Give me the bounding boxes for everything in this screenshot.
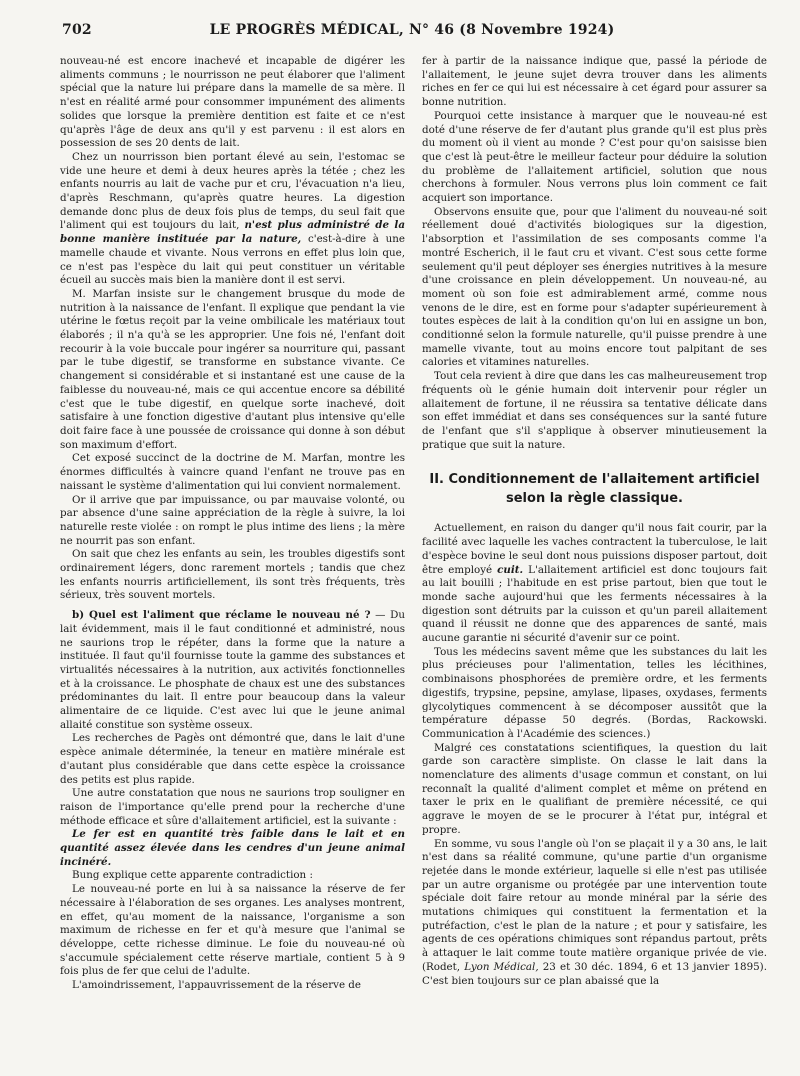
paragraph	[60, 609, 405, 732]
emphasis-text: n'est plus administré de la bonne manière instituée par la nature,	[60, 219, 405, 246]
paragraph	[422, 838, 767, 989]
paragraph	[60, 151, 405, 288]
paragraph: Or il arrive que par impuissance, ou par mauvaise volonté, ou par absence d'une saine appréciation de la règle à suivre, la loi naturelle reste violée : on rompt le plus intime des liens ; la mère ne nourrit pas son enfant.	[60, 493, 405, 547]
subheading: b) Quel est l'aliment que réclame le nouveau né ?	[72, 609, 371, 622]
text-run: — Du lait évidemment, mais il le faut conditionné et administré, nous ne saurions trop le répéter, dans la forme que la nature a instituée. Il faut qu'il fournisse toute la gamme des substances et virtualités nécessaires à la nutrition, aux activités fonctionnelles et à la croissance. Le phosphate de chaux est une des substances prédominantes du lait. Il entre pour beaucoup dans la valeur alimentaire de ce liquide. C'est avec lui que le jeune animal allaité constitue son système osseux.	[60, 609, 405, 731]
section-title-line: II. Conditionnement de l'allaitement artificiel	[429, 472, 760, 488]
paragraph: Malgré ces constatations scientifiques, la question du lait garde son caractère simpliste. On classe le lait dans la nomenclature des aliments d'usage commun et constant, on lui reconnaît la qualité d'aliment complet et même on prétend en taxer le prix en le qualifiant de première nécessité, ce qui aggrave le moyen de se le procurer à l'état pur, intégral et propre.	[422, 741, 767, 836]
citation-text: Lyon Médical,	[464, 960, 539, 973]
emphasis-text: cuit.	[497, 563, 524, 576]
text-run: En somme, vu sous l'angle où l'on se plaçait il y a 30 ans, le lait n'est dans sa réalité commune, qu'une partie d'un organisme rejetée dans le monde extérieur, laquelle si elle n'est pas utilisée par un autre organisme ou protégée par une intervention toute spéciale doit faire retour au monde minéral par la série des mutations chimiques qui constituent la fermentation et la putréfaction, c'est le plan de la nature ; et pour y satisfaire, les agents de ces opérations chimiques sont répandus partout, prêts à attaquer le lait comme toute matière organique privée de vie. (Rodet,	[422, 837, 767, 973]
paragraph: M. Marfan insiste sur le changement brusque du mode de nutrition à la naissance de l'enfant. Il explique que pendant la vie utérine le fœtus reçoit par la veine ombilicale les matériaux tout élaborés ; il n'a qu'à se les approprier. Une fois né, l'enfant doit recourir à la voie buccale pour ingérer sa nourriture qui, passant par le tube digestif, se transforme en substance vivante. Ce changement si considérable et si instantané est une cause de la faiblesse du nouveau-né, mais ce qui accentue encore sa débilité c'est que le tube digestif, en quelque sorte inachevé, doit satisfaire à une fonction digestive d'autant plus intensive qu'elle doit faire face à une poussée de croissance qui donne à son début son maximum d'effort.	[60, 287, 405, 451]
section-title	[422, 470, 767, 508]
paragraph: Une autre constatation que nous ne saurions trop souligner en raison de l'importance qu'elle prend pour la recherche d'une méthode efficace et sûre d'allaitement artificiel, est la suivante :	[60, 787, 405, 827]
text-run: Actuellement, en raison du danger qu'il nous fait courir, par la facilité avec laquelle les vaches contractent la tuberculose, le lait d'espèce bovine le seul dont nous puissions disposer partout, doit être employé	[422, 522, 767, 576]
section-title-line: selon la règle classique.	[506, 491, 683, 507]
paragraph: L'amoindrissement, l'appauvrissement de la réserve de	[72, 979, 361, 992]
text-run: Chez un nourrisson bien portant élevé au sein, l'estomac se vide une heure et demi à deux heures après la tétée ; chez les enfants nourris au lait de vache pur et cru, l'évacuation n'a lieu, d'après Reschmann, qu'après quatre heures. La digestion demande donc plus de deux fois plus de temps, du seul fait que l'aliment qui est toujours du lait,	[60, 150, 405, 232]
left-column	[60, 55, 405, 993]
paragraph: fer à partir de la naissance indique que, passé la période de l'allaitement, le jeune sujet devra trouver dans les aliments riches en fer ce qui lui est nécessaire à cet égard pour assurer sa bonne nutrition.	[422, 55, 767, 109]
paragraph: Observons ensuite que, pour que l'aliment du nouveau-né soit réellement doué d'activités biologiques sur la digestion, l'absorption et l'assimilation de ses composants comme l'a montré Escherich, il le faut cru et vivant. C'est sous cette forme seulement qu'il peut déployer ses énergies nutritives à la mesure d'une croissance en plein développement. Un nouveau-né, au moment où son foie est admirablement armé, comme nous venons de le dire, est en forme pour s'adapter supérieurement à toutes espèces de lait à la condition qu'on lui en assigne un bon, conditionné selon la formule naturelle, qu'il puisse prendre à une mamelle vivante, tout au moins encore tout palpitant de ses calories et vitamines naturelles.	[422, 205, 767, 369]
paragraph: Pourquoi cette insistance à marquer que le nouveau-né est doté d'une réserve de fer d'autant plus grande qu'il est plus près du moment où il vient au monde ? C'est pour qu'on saisisse bien que c'est là peut-être le meilleur facteur pour déduire la solution du problème de l'allaitement artificiel, solution que nous cherchons à formuler. Nous verrons plus loin comment ce fait acquiert son importance.	[422, 109, 767, 205]
paragraph: Cet exposé succinct de la doctrine de M. Marfan, montre les énormes difficultés à vaincre quand l'enfant ne trouve pas en naissant le système d'alimentation qui lui convient normalement.	[60, 452, 405, 492]
paragraph: Les recherches de Pagès ont démontré que, dans le lait d'une espèce animale déterminée, la teneur en matière minérale est d'autant plus considérable que dans cette espèce la croissance des petits est plus rapide.	[60, 732, 405, 786]
paragraph: Le nouveau-né porte en lui à sa naissance la réserve de fer nécessaire à l'élaboration de ses organes. Les analyses montrent, en effet, qu'au moment de la naissance, l'organisme a son maximum de richesse en fer et qu'à mesure que l'animal se développe, cette richesse diminue. Le foie du nouveau-né où s'accumule spécialement cette réserve martiale, contient 5 à 9 fois plus de fer que celui de l'adulte.	[60, 883, 405, 978]
paragraph: Tout cela revient à dire que dans les cas malheureusement trop fréquents où le génie humain doit intervenir pour régler un allaitement de fortune, il ne réussira sa tentative délicate dans son effet immédiat et dans ses conséquences sur la santé future de l'enfant que s'il s'applique à observer minutieusement la pratique que suit la nature.	[422, 370, 767, 451]
right-column	[422, 55, 767, 988]
text-run: L'allaitement artificiel est donc toujours fait au lait bouilli ; l'habitude en est prise partout, bien que tout le monde sache aujourd'hui que les ferments nécessaires à la digestion sont détruits par la cuisson et qu'un pareil allaitement quand il réussit ne donne que des apparences de santé, mais aucune garantie ni sécurité d'avenir sur ce point.	[422, 563, 767, 645]
paragraph: nouveau-né est encore inachevé et incapable de digérer les aliments communs ; le nourrisson ne peut élaborer que l'aliment spécial que la nature lui prépare dans la mamelle de sa mère. Il n'est en réalité armé pour consommer impunément des aliments solides que lorsque la première dentition est faite et ce n'est qu'après l'âge de deux ans qu'il y est parvenu : il est alors en possession de ses 20 dents de lait.	[60, 55, 405, 150]
page-number: 702	[62, 22, 92, 38]
emphasis-paragraph: Le fer est en quantité très faible dans le lait et en quantité assez élevée dans les cendres d'un jeune animal incinéré.	[60, 828, 405, 868]
paragraph: On sait que chez les enfants au sein, les troubles digestifs sont ordinairement légers, donc rarement mortels ; tandis que chez les enfants nourris artificiellement, ils sont très fréquents, très sérieux, très souvent mortels.	[60, 548, 405, 602]
paragraph: Tous les médecins savent même que les substances du lait les plus précieuses pour l'alimentation, telles les lécithines, combinaisons phosphorées de première ordre, et les ferments digestifs, trypsine, pepsine, amylase, lipases, oxydases, ferments glycolytiques commencent à se décomposer aussitôt que la température dépasse 50 degrés. (Bordas, Rackowski. Communication à l'Académie des sciences.)	[422, 645, 767, 740]
text-run: c'est-à-dire à une mamelle chaude et vivante. Nous verrons en effet plus loin que, ce n'est pas l'espèce du lait qui peut constituer un véritable écueil au succès mais bien la manière dont il est servi.	[60, 233, 405, 287]
journal-title: LE PROGRÈS MÉDICAL, N° 46 (8 Novembre 1924)	[209, 22, 615, 38]
page-header	[62, 22, 762, 44]
text-run: 23 et 30 déc. 1894, 6 et 13 janvier 1895). C'est bien toujours sur ce plan abaissé que la	[422, 960, 767, 987]
paragraph: Bung explique cette apparente contradiction :	[72, 869, 313, 882]
paragraph	[422, 522, 767, 645]
